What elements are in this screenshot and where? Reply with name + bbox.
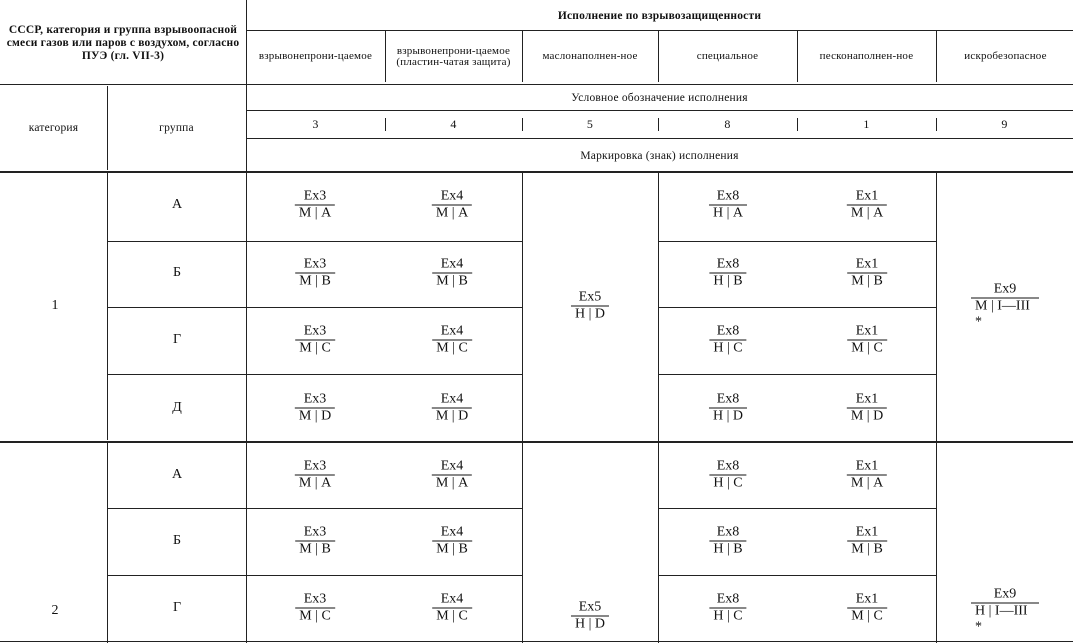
marking-ex4: Ex4 М | В — [432, 525, 472, 558]
divider — [658, 307, 936, 308]
divider — [658, 30, 659, 82]
divider — [246, 138, 1073, 139]
marking-ex1: Ex1 М | В — [847, 257, 887, 290]
marking-ex8: Ex8 Н | С — [709, 459, 746, 492]
category-number: 2 — [51, 603, 59, 618]
cond-designation-label: Условное обозначение исполнения — [571, 92, 748, 104]
marking-ex4: Ex4 М | D — [432, 392, 472, 425]
marking-ex5: Ex5 Н | D — [571, 290, 609, 323]
designation: 3 — [312, 117, 319, 131]
marking-label: Маркировка (знак) исполнения — [580, 150, 739, 162]
divider — [107, 374, 522, 375]
group-letter: А — [171, 467, 183, 482]
divider — [0, 84, 1073, 85]
marking-ex1: Ex1 М | С — [847, 592, 887, 625]
column-header: специальное — [696, 50, 759, 63]
marking-ex1: Ex1 М | А — [847, 189, 887, 222]
group-letter: Г — [172, 600, 182, 615]
divider — [246, 110, 1073, 111]
group-label: группа — [159, 122, 194, 134]
divider — [0, 171, 1073, 173]
divider — [658, 575, 936, 576]
divider — [658, 508, 936, 509]
designation: 8 — [724, 117, 731, 131]
divider — [522, 30, 523, 82]
group-letter: Б — [172, 265, 182, 280]
divider — [0, 641, 1073, 642]
divider — [246, 30, 1073, 31]
marking-ex3: Ex3 М | D — [295, 392, 335, 425]
execution-title: Исполнение по взрывозащищенности — [557, 10, 762, 22]
divider — [936, 30, 937, 82]
divider — [107, 307, 522, 308]
marking-ex1: Ex1 М | С — [847, 324, 887, 357]
category-label: категория — [28, 122, 79, 134]
marking-ex4: Ex4 М | С — [432, 324, 472, 357]
marking-ex8: Ex8 Н | А — [709, 189, 747, 222]
group-letter: Д — [172, 400, 182, 415]
divider — [107, 172, 108, 440]
marking-ex3: Ex3 М | В — [295, 525, 335, 558]
marking-ex3: Ex3 М | А — [295, 189, 335, 222]
marking-ex8: Ex8 Н | В — [709, 257, 746, 290]
marking-ex3: Ex3 М | А — [295, 459, 335, 492]
category-number: 1 — [51, 298, 59, 313]
column-header: взрывонепрони-цаемое — [258, 50, 373, 63]
marking-ex4: Ex4 М | С — [432, 592, 472, 625]
designation: 5 — [586, 117, 594, 131]
marking-ex3: Ex3 М | В — [295, 257, 335, 290]
marking-ex4: Ex4 М | А — [432, 189, 472, 222]
marking-ex3: Ex3 М | С — [295, 592, 335, 625]
marking-ex4: Ex4 М | А — [432, 459, 472, 492]
column-header: песконаполнен-ное — [819, 50, 914, 63]
divider — [658, 241, 936, 242]
designation: 4 — [450, 117, 457, 131]
marking-ex9: Ex9 Н | I—III * — [971, 587, 1039, 636]
group-letter: Г — [172, 332, 182, 347]
group-letter: Б — [172, 533, 182, 548]
marking-ex3: Ex3 М | С — [295, 324, 335, 357]
divider — [107, 575, 522, 576]
designation: 1 — [863, 117, 870, 131]
column-header: взрывонепрони-цаемое (пластин-чатая защита) — [396, 44, 511, 68]
marking-ex8: Ex8 Н | D — [709, 392, 747, 425]
divider — [0, 441, 1073, 443]
divider — [936, 172, 937, 643]
divider — [107, 241, 522, 242]
marking-ex1: Ex1 М | D — [847, 392, 887, 425]
header-left-title: СССР, категория и группа взрывоопасной смеси газов или паров с воздухом, согласно ПУЭ (гл. VII-3) — [6, 23, 240, 62]
group-letter: А — [171, 197, 183, 212]
column-header: искробезопасное — [964, 50, 1047, 63]
marking-ex1: Ex1 М | В — [847, 525, 887, 558]
designation: 9 — [1001, 117, 1008, 131]
marking-ex8: Ex8 Н | С — [709, 592, 746, 625]
marking-ex8: Ex8 Н | В — [709, 525, 746, 558]
column-header: маслонаполнен-ное — [542, 50, 638, 63]
divider — [658, 172, 659, 643]
divider — [797, 30, 798, 82]
divider — [522, 172, 523, 643]
marking-ex5: Ex5 Н | D — [571, 600, 609, 633]
divider — [107, 508, 522, 509]
divider — [385, 30, 386, 82]
marking-ex4: Ex4 М | В — [432, 257, 472, 290]
marking-ex1: Ex1 М | А — [847, 459, 887, 492]
marking-ex9: Ex9 М | I—III * — [971, 282, 1039, 331]
divider — [107, 442, 108, 643]
marking-ex8: Ex8 Н | С — [709, 324, 746, 357]
divider — [658, 374, 936, 375]
